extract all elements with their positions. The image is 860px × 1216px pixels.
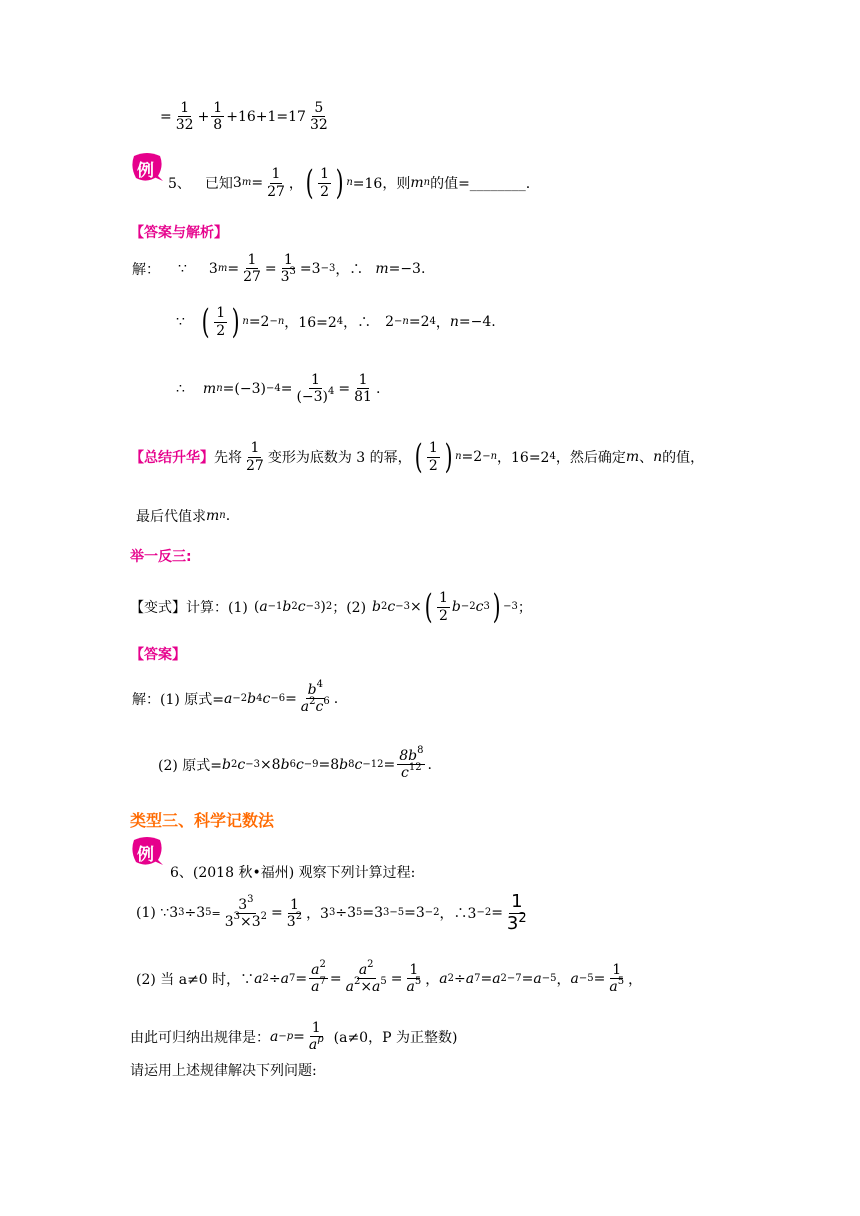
denominator: 27 — [246, 457, 264, 474]
semicolon: ； — [517, 600, 532, 616]
expression-text: =−3. — [388, 260, 426, 277]
times-sign: × — [360, 979, 373, 996]
fraction — [214, 305, 227, 338]
denominator — [307, 1034, 326, 1054]
summary-text: 的值， — [662, 450, 705, 466]
fraction — [437, 590, 450, 623]
variable-a: a — [358, 962, 368, 978]
denominator — [505, 910, 529, 935]
denominator: 2 — [216, 322, 226, 339]
equals-sign: = — [227, 260, 240, 277]
solution-line-2: ∵ ( $\frac{1}{2}$ ) n =2 −n ，16=2 4 ，∴ 2 −n =2 4 ， n =−4. — [176, 302, 496, 342]
solution-label: 解： — [132, 261, 160, 278]
variant-label: 【变式】 — [130, 600, 186, 616]
question-text: 已知 — [204, 176, 233, 192]
variable-b: b — [451, 599, 461, 615]
variable-b: b — [339, 756, 349, 773]
expression-text: =3 — [362, 905, 384, 922]
section-heading: 类型三、科学记数法 — [130, 811, 275, 830]
expression-text: =2 — [248, 314, 270, 330]
comma: ， — [556, 971, 571, 988]
answer-label: 【答案】 — [130, 647, 186, 663]
badge-glyph: 例 — [137, 845, 154, 865]
variable-c: c — [297, 599, 306, 615]
denominator — [309, 976, 328, 996]
numerator: 1 — [320, 166, 330, 183]
variable-b: b — [280, 756, 290, 773]
denominator: 81 — [354, 389, 372, 406]
variable-m: m — [625, 449, 640, 465]
times-sign: × — [409, 599, 422, 615]
exponent: 3 — [233, 910, 241, 922]
exponent: 4 — [316, 679, 323, 690]
numerator: 1 — [216, 305, 226, 322]
exponent: 7 — [319, 976, 326, 988]
equals-sign: = — [521, 970, 534, 987]
expression-text: =−4. — [458, 314, 496, 330]
expression-text: =2 — [461, 449, 483, 465]
summary-text: 变形为底数为 3 的幂， — [267, 450, 412, 466]
numerator: 1 — [289, 896, 299, 913]
fraction — [299, 679, 332, 716]
variable-a: a — [280, 970, 289, 987]
numerator: 1 — [311, 1020, 321, 1036]
denominator — [405, 976, 424, 996]
equals-sign: = — [280, 380, 293, 397]
observation-line-1: (1) ∵3 3 ÷3 5 = $\frac{3^3}{3^3\times 3^2}$ = $\frac{1}{3^2}$ ，3 3 ÷3 5 =3 3−5 =3 −2 ，∴3 −2 = $\frac{1}{3^2}$ — [136, 891, 527, 934]
summary-label: 【总结升华】 — [130, 450, 214, 466]
expression-text: ×3 — [240, 913, 261, 930]
denominator — [399, 762, 424, 782]
example-6-question: 6、(2018 秋•福州) 观察下列计算过程: — [170, 865, 416, 881]
variable-c: c — [315, 699, 324, 716]
exponent: 2 — [260, 910, 268, 922]
right-paren: ) — [492, 587, 501, 627]
question-text: =16，则 — [352, 176, 411, 192]
numerator: 5 — [314, 100, 324, 116]
denominator: 2 — [438, 607, 448, 624]
exponent: 2 — [309, 696, 316, 708]
numerator: 1 — [310, 372, 320, 388]
exponent: 5 — [414, 976, 422, 988]
expression-text: ÷3 — [184, 905, 206, 922]
exponent: 8 — [417, 745, 424, 756]
variable-m: m — [206, 508, 220, 524]
variable-m: m — [202, 380, 217, 397]
fraction — [352, 372, 374, 405]
denominator — [285, 910, 304, 930]
denominator: 2 — [320, 183, 330, 200]
right-paren: ) — [335, 163, 344, 203]
denominator — [223, 910, 269, 930]
fraction — [223, 893, 269, 930]
period: . — [333, 690, 339, 707]
variable-a: a — [254, 970, 263, 987]
variant-question: 【变式】 计算：(1) ( a −1 b 2 c −3 ) 2 ；(2) b 2 c −3 × ( $\frac{1}{2}$ b −2 c 3 ) −3 ； — [130, 587, 532, 627]
fraction — [294, 372, 336, 405]
equals-sign: = — [383, 756, 396, 773]
equals-sign: = — [329, 970, 342, 987]
fraction — [427, 440, 440, 473]
denominator — [279, 266, 298, 286]
variable-b: b — [307, 682, 317, 698]
left-paren: ( — [424, 587, 433, 627]
variable-c: c — [295, 756, 304, 773]
variant-text: ；(2) — [332, 600, 367, 616]
left-paren: ( — [414, 437, 423, 477]
variable-c: c — [237, 756, 246, 773]
equals-sign: = — [480, 970, 493, 987]
equals-sign: = — [295, 970, 308, 987]
period: . — [375, 380, 381, 397]
exponent: 2 — [353, 976, 361, 988]
numerator: 1 — [271, 166, 281, 183]
answer-line-1: 解：(1) 原式= a −2 b 4 c −6 = $\frac{b^4}{a^2c^6}$ . — [132, 679, 339, 716]
variable-c: c — [387, 599, 396, 615]
expression-text: ÷3 — [335, 905, 356, 922]
base: 3 — [280, 269, 290, 286]
fraction — [307, 1020, 326, 1053]
example-badge-icon — [130, 836, 164, 866]
expression-text: ，16=2 — [284, 315, 337, 331]
equals-sign: = — [160, 108, 172, 125]
denominator — [344, 976, 389, 996]
expression-text: =(−3) — [222, 380, 266, 397]
right-paren: ) — [320, 599, 326, 615]
fraction — [397, 745, 425, 782]
equals-sign: = — [271, 905, 283, 922]
expression-text: ，3 — [306, 906, 329, 923]
answer-analysis-label: 【答案与解析】 — [130, 225, 228, 241]
numerator: 1 — [250, 440, 260, 457]
answer-line-2: (2) 原式= b 2 c −3 ×8 b 6 c −9 =8 b 8 c −12 = $\frac{8b^8}{c^{12}}$ . — [158, 745, 432, 782]
exponent: 2 — [319, 959, 326, 970]
fraction — [405, 962, 424, 995]
numerator: 1 — [428, 440, 438, 457]
variable-c: c — [475, 599, 484, 615]
variable-n: n — [653, 449, 663, 465]
variable-a: a — [492, 970, 501, 987]
numerator: 1 — [438, 590, 448, 607]
fraction — [308, 100, 330, 133]
variable-c: c — [354, 756, 363, 773]
numerator: 1 — [409, 962, 419, 978]
denominator — [607, 976, 626, 996]
therefore-symbol: ∴ — [176, 380, 185, 397]
practice-heading: 举一反三: — [130, 549, 192, 565]
variant-text: 计算：(1) — [186, 600, 248, 616]
numerator: 1 — [283, 252, 293, 268]
expression-text: (2) 当 a≠0 时，∵ — [136, 971, 255, 988]
base: 3 — [238, 896, 248, 913]
fraction — [279, 252, 298, 285]
exponent: 5 — [617, 976, 625, 988]
comma: ， — [425, 971, 440, 988]
divide-sign: ÷ — [268, 970, 281, 987]
expression-text: =3 — [299, 260, 321, 277]
plus-sign: + — [197, 108, 210, 125]
denominator — [294, 386, 336, 406]
variable-a: a — [465, 970, 475, 987]
numerator: 1 — [247, 252, 257, 268]
fraction — [211, 100, 224, 133]
base: 3 — [506, 912, 519, 934]
variable-a: a — [270, 1028, 279, 1045]
variable-a: a — [439, 970, 448, 987]
variable-b: b — [222, 756, 231, 773]
exponent: 2 — [295, 910, 303, 922]
question-text: 的值=________. — [430, 176, 531, 192]
summary-line: 【总结升华】 先将 $\frac{1}{27}$ 变形为底数为 3 的幂， ( $\frac{1}{2}$ ) n =2 −n ，16=2 4 ，然后确定 m 、 n 的值， — [130, 437, 705, 477]
numerator: 1 — [511, 891, 523, 912]
exponent: 3 — [247, 893, 254, 905]
exponent: 2 — [367, 959, 374, 970]
variable-a: a — [345, 979, 354, 996]
expression-text: (1) ∵3 — [136, 905, 179, 922]
expression-text: 8b — [399, 748, 418, 764]
numerator: 1 — [213, 100, 223, 116]
variable-a: a — [533, 970, 542, 987]
variable-b: b — [247, 690, 257, 707]
fraction — [241, 252, 263, 285]
exponent: p — [317, 1034, 324, 1046]
rule-line: 由此可归纳出规律是： a −p = $\frac{1}{a^p}$ (a≠0，P 为正整数) — [130, 1020, 458, 1054]
base: 3 — [286, 913, 296, 930]
variable-c: c — [401, 765, 409, 782]
fraction — [607, 962, 626, 995]
denominator: 8 — [213, 117, 223, 134]
denominator: 32 — [309, 117, 328, 134]
solution-line-3: ∴ m n =(−3) −4 = $\frac{1}{(-3)^4}$ = $\frac{1}{81}$ . — [176, 372, 381, 406]
base: 2 — [385, 314, 395, 330]
right-paren: ) — [444, 437, 453, 477]
expression-text: ×8 — [259, 756, 281, 773]
denominator: 32 — [175, 117, 194, 134]
exponent: 4 — [328, 386, 335, 398]
variable-c: c — [262, 690, 271, 707]
instruction-line: 请运用上述规律解决下列问题: — [130, 1063, 317, 1079]
expression-text: =8 — [318, 756, 340, 773]
variable-a: a — [224, 690, 233, 707]
variable-b: b — [282, 599, 292, 615]
because-symbol: ∵ — [178, 260, 187, 277]
equals-sign: = — [338, 380, 351, 397]
exponent: 2 — [518, 910, 527, 926]
left-paren: ( — [253, 599, 260, 615]
variable-a: a — [300, 699, 310, 716]
equals-sign: = — [211, 906, 221, 920]
expression-text: =2 — [408, 314, 430, 330]
denominator — [299, 696, 332, 716]
fraction — [174, 100, 196, 133]
comma: ， — [288, 176, 303, 192]
equals-sign: = — [285, 690, 297, 707]
comma: ， — [628, 971, 643, 988]
expression-text: =3 — [404, 905, 425, 922]
variable-m: m — [410, 175, 424, 191]
comma: ， — [435, 315, 450, 331]
example-5-question: 5、 已知 3 m = $\frac{1}{27}$ ， ( $\frac{1}{2}$ ) n =16，则 m n 的值=________. — [168, 163, 531, 203]
exponent: 12 — [408, 762, 422, 774]
base: 3 — [208, 260, 218, 277]
because-symbol: ∵ — [176, 314, 185, 330]
equals-sign: = — [593, 970, 606, 987]
therefore-text: ，∴ — [335, 261, 364, 278]
exponent: 3 — [289, 266, 296, 278]
fraction — [318, 166, 331, 199]
expression-text: +16+1=17 — [226, 108, 306, 125]
previous-result-line — [160, 100, 332, 133]
period: . — [225, 508, 231, 524]
fraction — [285, 897, 304, 930]
solution-line-1: 解： ∵ 3 m = $\frac{1}{27}$ = $\frac{1}{3^3}$ =3 −3 ，∴ m =−3. — [132, 252, 426, 286]
equals-sign: = — [390, 970, 403, 987]
denominator: 2 — [428, 457, 438, 474]
variable-a: a — [372, 979, 381, 996]
variable-a: a — [259, 599, 268, 615]
example-badge-icon — [130, 152, 164, 182]
summary-text: 先将 — [214, 450, 242, 466]
variable-m: m — [375, 260, 389, 277]
numerator: 1 — [180, 100, 190, 116]
question-number: 5、 — [168, 176, 191, 192]
badge-glyph: 例 — [137, 161, 154, 181]
summary-text: 最后代值求 — [136, 509, 206, 525]
equals-sign: = — [264, 260, 277, 277]
exponent: 5 — [380, 976, 387, 988]
summary-line-2: 最后代值求 m n . — [136, 508, 231, 525]
observation-line-2: (2) 当 a≠0 时，∵ a 2 ÷ a 7 = $\frac{a^2}{a^7}$ = $\frac{a^2}{a^2\times a^5}$ = $\frac{1}{a^5}$ ， a 2 ÷ a 7 = a 2−7 = a −5 ， a −5 = $\frac{1}{a^5}$ ， — [136, 959, 643, 996]
fraction — [244, 440, 266, 473]
equals-sign: = — [251, 175, 264, 191]
equals-sign: = — [491, 905, 503, 922]
numerator: 1 — [358, 372, 368, 388]
denominator: 27 — [267, 183, 285, 200]
fraction — [505, 892, 529, 934]
fraction — [265, 166, 287, 199]
left-paren: ( — [201, 302, 210, 342]
right-paren: ) — [231, 302, 240, 342]
base: 3 — [224, 913, 234, 930]
variable-a: a — [311, 979, 320, 996]
period: . — [427, 756, 432, 773]
variable-a: a — [570, 970, 579, 987]
equals-sign: = — [293, 1028, 305, 1045]
left-paren: ( — [305, 163, 314, 203]
variable-a: a — [308, 1037, 318, 1054]
answer-text: 解：(1) 原式= — [132, 691, 225, 708]
base: (−3) — [296, 389, 328, 406]
summary-text: ，然后确定 — [555, 450, 626, 466]
denominator: 27 — [243, 269, 261, 286]
expression-text: ，∴3 — [439, 906, 477, 923]
therefore-text: ，∴ — [343, 315, 372, 331]
variable-n: n — [449, 314, 459, 330]
variable-a: a — [609, 979, 618, 996]
separator: 、 — [639, 450, 654, 466]
fraction — [344, 959, 389, 996]
variable-b: b — [372, 599, 382, 615]
exponent: 6 — [323, 696, 330, 708]
base: 3 — [232, 175, 242, 191]
rule-condition: (a≠0，P 为正整数) — [333, 1029, 458, 1046]
rule-text: 由此可归纳出规律是： — [130, 1029, 270, 1046]
divide-sign: ÷ — [453, 970, 466, 987]
variable-a: a — [406, 979, 415, 996]
expression-text: ，16=2 — [497, 450, 550, 466]
answer-text: (2) 原式= — [158, 757, 223, 774]
numerator: 1 — [612, 962, 622, 978]
variable-a: a — [311, 962, 320, 978]
fraction — [309, 959, 328, 996]
